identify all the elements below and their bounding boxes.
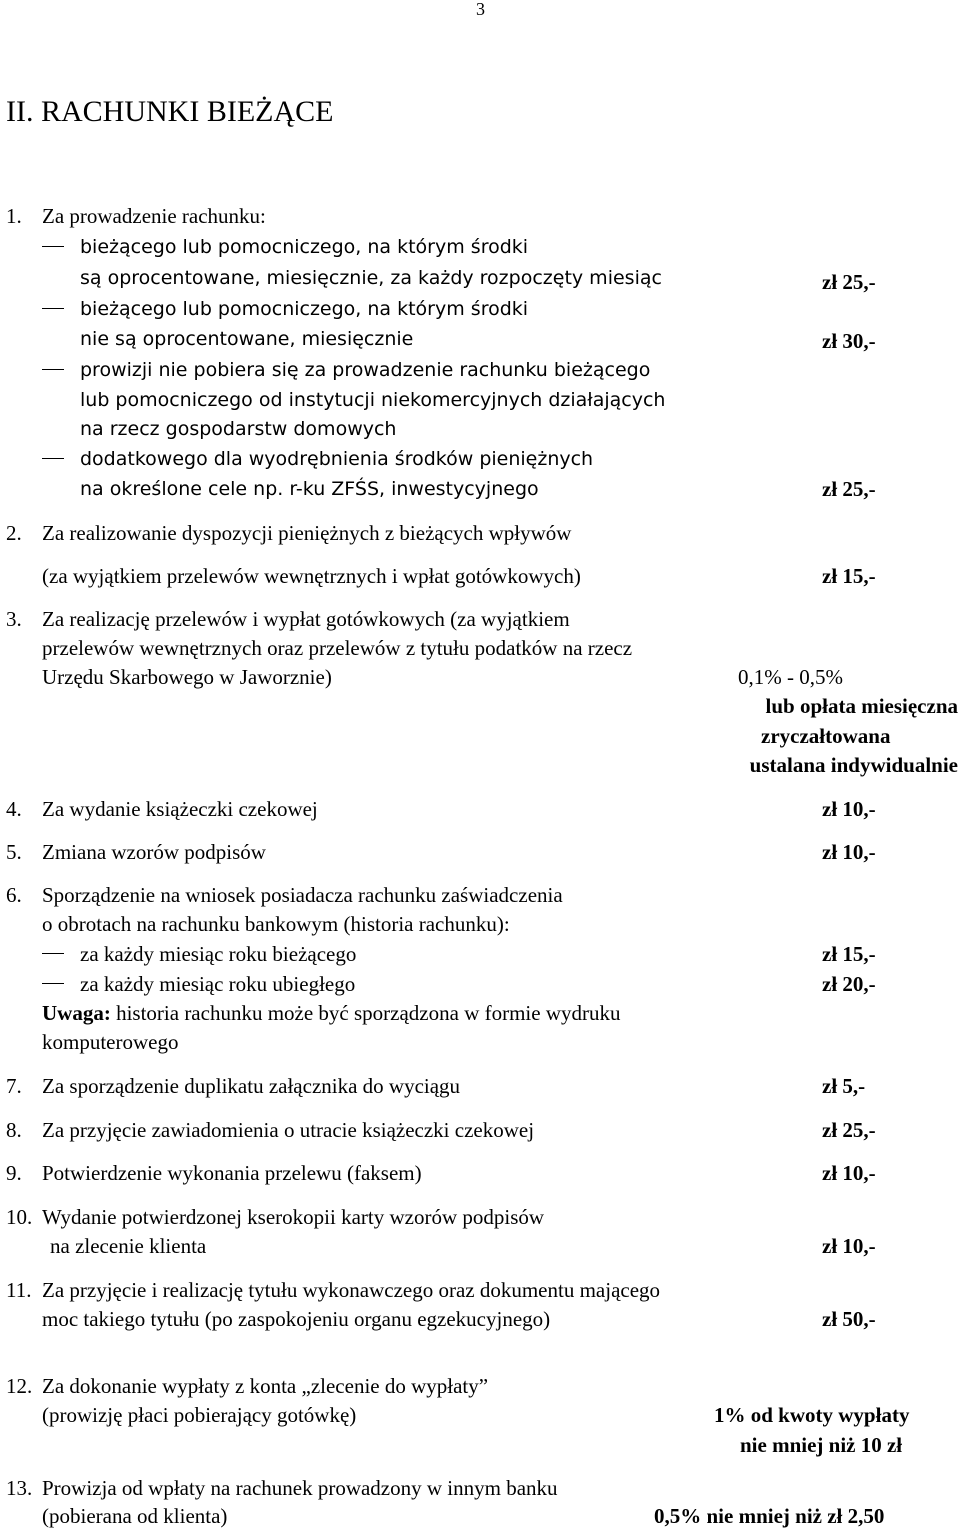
price: zł 10,-: [822, 1234, 876, 1258]
price-note: ustalana indywidualnie: [749, 753, 958, 777]
item-text: (prowizję płaci pobierający gotówkę): [42, 1403, 357, 1427]
rate: 0,1% - 0,5%: [738, 665, 843, 689]
item-text: Wydanie potwierdzonej kserokopii karty wzorów podpisów: [42, 1205, 545, 1229]
item-number: 7.: [6, 1074, 22, 1098]
price: nie mniej niż 10 zł: [740, 1433, 903, 1457]
price: zł 10,-: [822, 840, 876, 864]
price: zł 20,-: [822, 972, 876, 996]
item-text: Sporządzenie na wniosek posiadacza rachunku zaświadczenia: [42, 883, 563, 907]
item-text: Prowizja od wpłaty na rachunek prowadzony w innym banku: [42, 1476, 558, 1500]
item-text: Potwierdzenie wykonania przelewu (faksem): [42, 1161, 422, 1185]
dash-bullet: [42, 458, 64, 459]
item-text: moc takiego tytułu (po zaspokojeniu organu egzekucyjnego): [42, 1307, 551, 1331]
price: zł 15,-: [822, 564, 876, 588]
item-title: Za prowadzenie rachunku:: [42, 204, 266, 228]
price: zł 10,-: [822, 1161, 876, 1185]
dash-bullet: [42, 246, 64, 247]
item-number: 8.: [6, 1118, 22, 1142]
price: zł 25,-: [822, 1118, 876, 1142]
price: 0,5% nie mniej niż zł 2,50: [654, 1504, 885, 1528]
item-text: na określone cele np. r-ku ZFŚS, inwestycyjnego: [80, 478, 539, 500]
price: zł 50,-: [822, 1307, 876, 1331]
item-number: 5.: [6, 840, 22, 864]
note: komputerowego: [42, 1030, 179, 1054]
price: zł 5,-: [822, 1074, 866, 1098]
item-text: za każdy miesiąc roku ubiegłego: [80, 972, 356, 996]
price: zł 25,-: [822, 270, 876, 294]
price-note: zryczałtowana: [761, 724, 891, 748]
item-number: 4.: [6, 797, 22, 821]
page-title: II. RACHUNKI BIEŻĄCE: [6, 95, 334, 128]
item-text: za każdy miesiąc roku bieżącego: [80, 942, 357, 966]
item-text: o obrotach na rachunku bankowym (historia rachunku):: [42, 912, 510, 936]
item-text: bieżącego lub pomocniczego, na którym środki: [80, 236, 529, 258]
item-number: 10.: [6, 1205, 33, 1229]
dash-bullet: [42, 308, 64, 309]
item-text: nie są oprocentowane, miesięcznie: [80, 328, 414, 350]
item-text: (pobierana od klienta): [42, 1504, 228, 1528]
note: [42, 998, 621, 1028]
item-text: Za dokonanie wypłaty z konta „zlecenie do wypłaty”: [42, 1374, 489, 1398]
item-text: bieżącego lub pomocniczego, na którym środki: [80, 298, 529, 320]
item-number: 11.: [6, 1278, 32, 1302]
item-number: 9.: [6, 1161, 22, 1185]
item-number: 12.: [6, 1374, 33, 1398]
note-text: historia rachunku może być sporządzona w formie wydruku: [110, 1001, 621, 1025]
item-text: lub pomocniczego od instytucji niekomercyjnych działających: [80, 389, 666, 411]
item-number: 3.: [6, 607, 22, 631]
item-text: Za przyjęcie zawiadomienia o utracie książeczki czekowej: [42, 1118, 535, 1142]
dash-bullet: [42, 953, 64, 954]
item-text: są oprocentowane, miesięcznie, za każdy rozpoczęty miesiąc: [80, 267, 662, 289]
item-text: na rzecz gospodarstw domowych: [80, 418, 397, 440]
item-number: 6.: [6, 883, 22, 907]
price: zł 25,-: [822, 477, 876, 501]
dash-bullet: [42, 369, 64, 370]
item-number: 13.: [6, 1476, 33, 1500]
item-text: Zmiana wzorów podpisów: [42, 840, 266, 864]
item-number: 1.: [6, 204, 22, 228]
item-text: Za realizowanie dyspozycji pieniężnych z bieżących wpływów: [42, 521, 572, 545]
item-text: dodatkowego dla wyodrębnienia środków pieniężnych: [80, 448, 594, 470]
price: zł 30,-: [822, 329, 876, 353]
item-text: Za realizację przelewów i wypłat gotówkowych (za wyjątkiem: [42, 607, 570, 631]
price: 1% od kwoty wypłaty: [714, 1403, 910, 1427]
item-text: Za sporządzenie duplikatu załącznika do wyciągu: [42, 1074, 461, 1098]
price: zł 10,-: [822, 797, 876, 821]
item-text: Za przyjęcie i realizację tytułu wykonawczego oraz dokumentu mającego: [42, 1278, 661, 1302]
item-number: 2.: [6, 521, 22, 545]
item-text: Urzędu Skarbowego w Jaworznie): [42, 665, 332, 689]
price-note: lub opłata miesięczna: [765, 694, 958, 718]
price: zł 15,-: [822, 942, 876, 966]
item-text: przelewów wewnętrznych oraz przelewów z tytułu podatków na rzecz: [42, 636, 633, 660]
dash-bullet: [42, 983, 64, 984]
item-text: na zlecenie klienta: [50, 1234, 207, 1258]
item-text: (za wyjątkiem przelewów wewnętrznych i wpłat gotówkowych): [42, 564, 581, 588]
item-text: Za wydanie książeczki czekowej: [42, 797, 318, 821]
item-text: prowizji nie pobiera się za prowadzenie rachunku bieżącego: [80, 359, 651, 381]
page-number: 3: [476, 0, 485, 19]
note-label: Uwaga:: [42, 1001, 111, 1025]
